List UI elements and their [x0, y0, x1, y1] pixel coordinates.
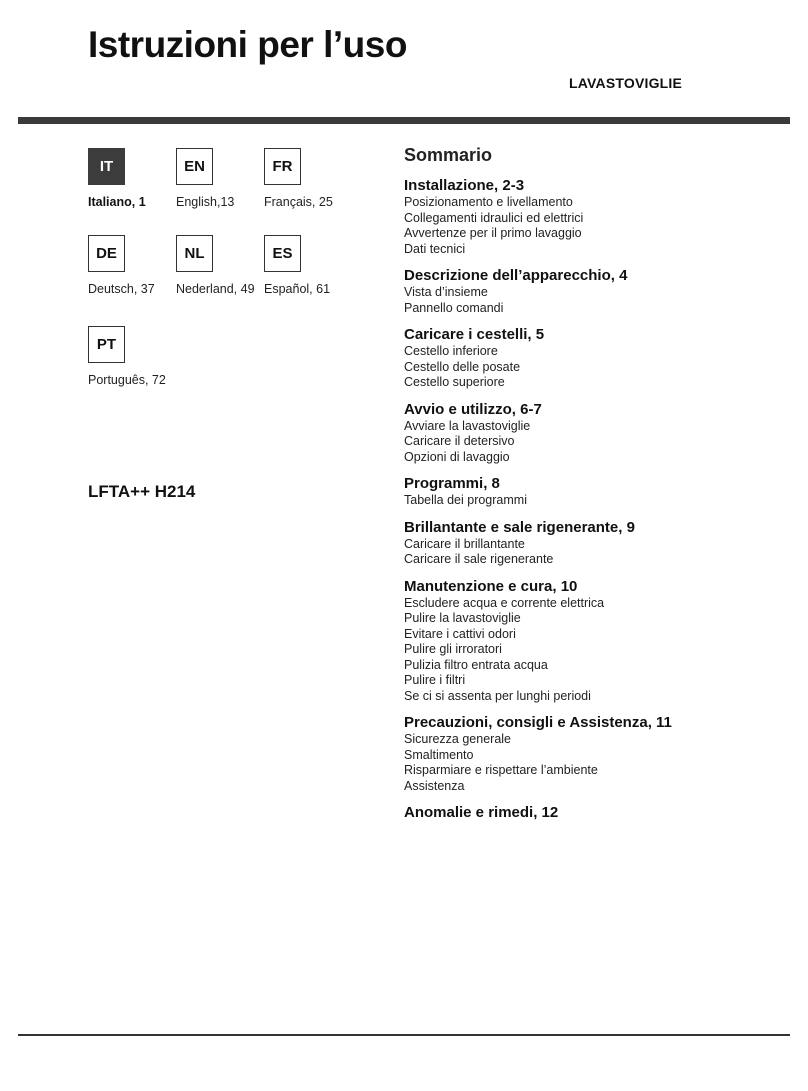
toc-section-title[interactable]: Manutenzione e cura, 10 [404, 577, 578, 595]
toc-item[interactable]: Caricare il sale rigenerante [404, 552, 554, 566]
language-code-box[interactable]: DE [88, 235, 125, 272]
toc-section-title[interactable]: Precauzioni, consigli e Assistenza, 11 [404, 714, 672, 731]
language-label: Português, 72 [88, 373, 166, 387]
language-code-box[interactable]: NL [176, 235, 213, 272]
appliance-type: LAVASTOVIGLIE [569, 75, 683, 91]
language-code-box[interactable]: ES [264, 235, 301, 272]
language-label: Deutsch, 37 [88, 282, 155, 296]
toc-item[interactable]: Tabella dei programmi [404, 493, 527, 507]
toc-section-title[interactable]: Anomalie e rimedi, 12 [404, 804, 559, 821]
toc-section-title[interactable]: Caricare i cestelli, 5 [404, 326, 545, 343]
toc-item[interactable]: Pannello comandi [404, 300, 504, 315]
language-label: Français, 25 [264, 195, 333, 209]
language-en[interactable] [176, 148, 256, 209]
language-label: English,13 [176, 195, 235, 209]
toc-section [404, 577, 784, 705]
toc-item[interactable]: Sicurezza generale [404, 732, 512, 746]
toc-section-title[interactable]: Brillantante e sale rigenerante, 9 [404, 518, 635, 536]
toc-item[interactable]: Se ci si assenta per lunghi periodi [404, 688, 591, 703]
toc-item[interactable]: Dati tecnici [404, 241, 466, 256]
toc-sections [404, 176, 784, 822]
toc-item[interactable]: Pulire gli irroratori [404, 642, 502, 656]
toc-item[interactable]: Risparmiare e rispettare l’ambiente [404, 763, 598, 777]
toc-item[interactable]: Pulire la lavastoviglie [404, 611, 521, 625]
toc-item[interactable]: Assistenza [404, 778, 465, 793]
toc-item[interactable]: Smaltimento [404, 747, 474, 762]
language-code-box[interactable]: EN [176, 148, 213, 185]
top-divider [18, 117, 790, 124]
toc-section [404, 474, 784, 509]
toc-section [404, 266, 784, 316]
language-label: Español, 61 [264, 282, 331, 296]
toc-section [404, 325, 784, 391]
toc-item[interactable]: Posizionamento e livellamento [404, 195, 573, 209]
toc-heading: Sommario [404, 145, 493, 165]
table-of-contents [404, 145, 784, 831]
page-title: Istruzioni per l’uso [88, 24, 407, 65]
toc-section-title[interactable]: Avvio e utilizzo, 6-7 [404, 400, 542, 418]
language-label: Nederland, 49 [176, 282, 255, 296]
toc-item[interactable]: Collegamenti idraulici ed elettrici [404, 210, 584, 225]
toc-item[interactable]: Evitare i cattivi odori [404, 626, 516, 641]
toc-item[interactable]: Pulire i filtri [404, 673, 466, 687]
language-pt[interactable] [88, 326, 168, 387]
language-es[interactable] [264, 235, 344, 296]
toc-item[interactable]: Pulizia filtro entrata acqua [404, 657, 548, 672]
language-label: Italiano, 1 [88, 195, 146, 209]
toc-item[interactable]: Caricare il detersivo [404, 434, 515, 448]
language-it[interactable] [88, 148, 168, 209]
toc-section [404, 176, 784, 257]
toc-item[interactable]: Avviare la lavastoviglie [404, 418, 531, 433]
toc-item[interactable]: Avvertenze per il primo lavaggio [404, 226, 582, 240]
toc-item[interactable]: Cestello superiore [404, 375, 505, 389]
toc-item[interactable]: Cestello inferiore [404, 344, 498, 358]
toc-item[interactable]: Cestello delle posate [404, 359, 521, 374]
bottom-divider [18, 1034, 790, 1036]
language-fr[interactable] [264, 148, 344, 209]
toc-item[interactable]: Escludere acqua e corrente elettrica [404, 595, 605, 610]
toc-item[interactable]: Vista d’insieme [404, 285, 488, 299]
toc-section [404, 518, 784, 568]
language-code-box[interactable]: IT [88, 148, 125, 185]
language-nl[interactable] [176, 235, 256, 296]
model-number: LFTA++ H214 [88, 482, 196, 501]
toc-item[interactable]: Caricare il brillantante [404, 536, 525, 551]
toc-section-title[interactable]: Descrizione dell’apparecchio, 4 [404, 267, 628, 284]
language-code-box[interactable]: FR [264, 148, 301, 185]
toc-section [404, 400, 784, 466]
language-code-box[interactable]: PT [88, 326, 125, 363]
toc-item[interactable]: Opzioni di lavaggio [404, 449, 510, 464]
toc-section [404, 713, 784, 794]
language-de[interactable] [88, 235, 168, 296]
toc-section-title[interactable]: Installazione, 2-3 [404, 177, 525, 194]
toc-section [404, 803, 784, 822]
toc-section-title[interactable]: Programmi, 8 [404, 475, 500, 492]
